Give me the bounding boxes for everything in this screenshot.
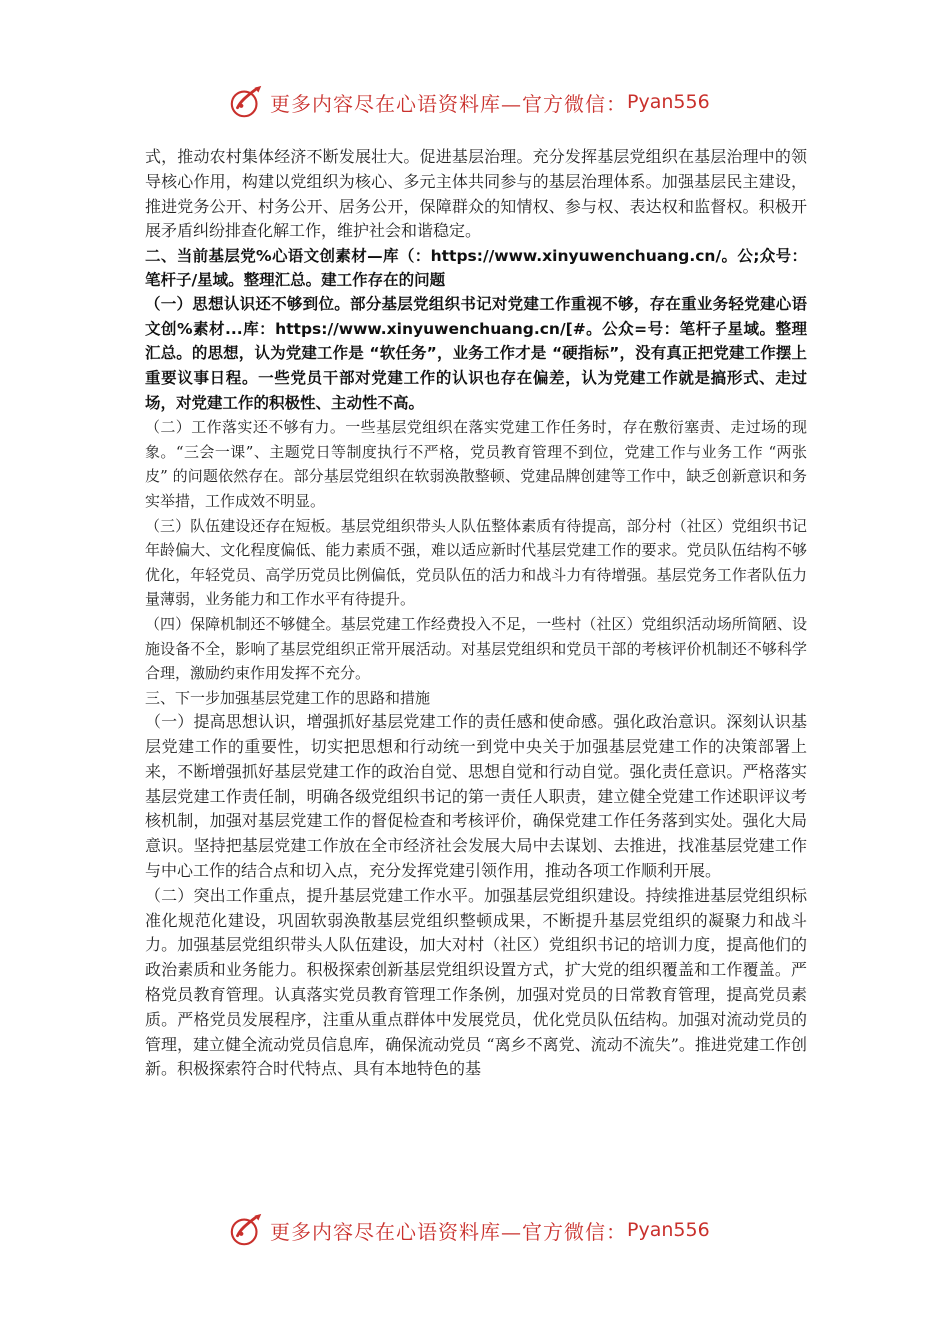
header-banner [228,82,728,122]
paragraph: （一）提高思想认识，增强抓好基层党建工作的责任感和使命感。强化政治意识。深刻认识基层党建工作的重要性，切实把思想和行动统一到党中央关于加强基层党建工作的决策部署上来，不断增强抓好基层党建工作的政治自觉、思想自觉和行动自觉。强化责任意识。严格落实基层党建工作责任制，明确各级党组织书记的第一责任人职责，建立健全党建工作述职评议考核机制，加强对基层党建工作的督促检查和考核评价，确保党建工作任务落到实处。强化大局意识。坚持把基层党建工作放在全市经济社会发展大局中去谋划、去推进，找准基层党建工作与中心工作的结合点和切入点，充分发挥党建引领作用，推动各项工作顺利开展。 [145,712,807,881]
article-body [145,145,807,1082]
wechat-id: Pyan556 [627,1219,710,1241]
section-heading-2: 二、当前基层党%心语文创素材—库（：https://www.xinyuwenchuang.cn/。公;众号：笔杆子/星域。整理汇总。建工作存在的问题 [145,247,807,290]
paragraph: （二）工作落实还不够有力。一些基层党组织在落实党建工作任务时，存在敷衍塞责、走过场的现象。“三会一课”、主题党日等制度执行不严格，党员教育管理不到位，党建工作与业务工作 “两张皮” 的问题依然存在。部分基层党组织在软弱涣散整顿、党建品牌创建等工作中，缺乏创新意识和务实举措，工作成效不明显。 [145,418,807,510]
paragraph: （二）突出工作重点，提升基层党建工作水平。加强基层党组织建设。持续推进基层党组织标准化规范化建设，巩固软弱涣散基层党组织整顿成果，不断提升基层党组织的凝聚力和战斗力。加强基层党组织带头人队伍建设，加大对村（社区）党组织书记的培训力度，提高他们的政治素质和业务能力。积极探索创新基层党组织设置方式，扩大党的组织覆盖和工作覆盖。严格党员教育管理。认真落实党员教育管理工作条例，加强对党员的日常教育管理，提高党员素质。严格党员发展程序，注重从重点群体中发展党员，优化党员队伍结构。加强对流动党员的管理，建立健全流动党员信息库，确保流动党员 “离乡不离党、流动不流失”。推进党建工作创新。积极探索符合时代特点、具有本地特色的基 [145,885,807,1079]
paragraph: （四）保障机制还不够健全。基层党建工作经费投入不足，一些村（社区）党组织活动场所简陋、设施设备不全，影响了基层党组织正常开展活动。对基层党组织和党员干部的考核评价机制还不够科学合理，激励约束作用发挥不充分。 [145,614,807,683]
paragraph: （三）队伍建设还存在短板。基层党组织带头人队伍整体素质有待提高，部分村（社区）党组织书记年龄偏大、文化程度偏低、能力素质不强，难以适应新时代基层党建工作的要求。党员队伍结构不够优化，年轻党员、高学历党员比例偏低，党员队伍的活力和战斗力有待增强。基层党务工作者队伍力量薄弱，业务能力和工作水平有待提升。 [145,516,807,609]
footer-banner [228,1210,728,1250]
paragraph-intro: 式，推动农村集体经济不断发展壮大。促进基层治理。充分发挥基层党组织在基层治理中的领导核心作用，构建以党组织为核心、多元主体共同参与的基层治理体系。加强基层民主建设，推进党务公开、村务公开、居务公开，保障群众的知情权、参与权、表达权和监督权。积极开展矛盾纠纷排查化解工作，维护社会和谐稳定。 [145,147,807,241]
pen-logo-icon [228,1211,266,1249]
section-heading-3: 三、下一步加强基层党建工作的思路和措施 [145,688,431,707]
banner-text: 更多内容尽在心语资料库—官方微信： [270,91,627,116]
paragraph-bold: （一）思想认识还不够到位。部分基层党组织书记对党建工作重视不够，存在重业务轻党建心语文创%素材...库：https://www.xinyuwenchuang.cn/[#。公众=号：笔杆子星域。整理汇总。的思想，认为党建工作是 “软任务”，业务工作才是 “硬指标”，没有真正把党建工作摆上重要议事日程。一些党员干部对党建工作的认识也存在偏差，认为党建工作就是搞形式、走过场，对党建工作的积极性、主动性不高。 [145,295,807,412]
banner-text: 更多内容尽在心语资料库—官方微信： [270,1219,627,1244]
pen-logo-icon [228,83,266,121]
wechat-id: Pyan556 [627,91,710,113]
